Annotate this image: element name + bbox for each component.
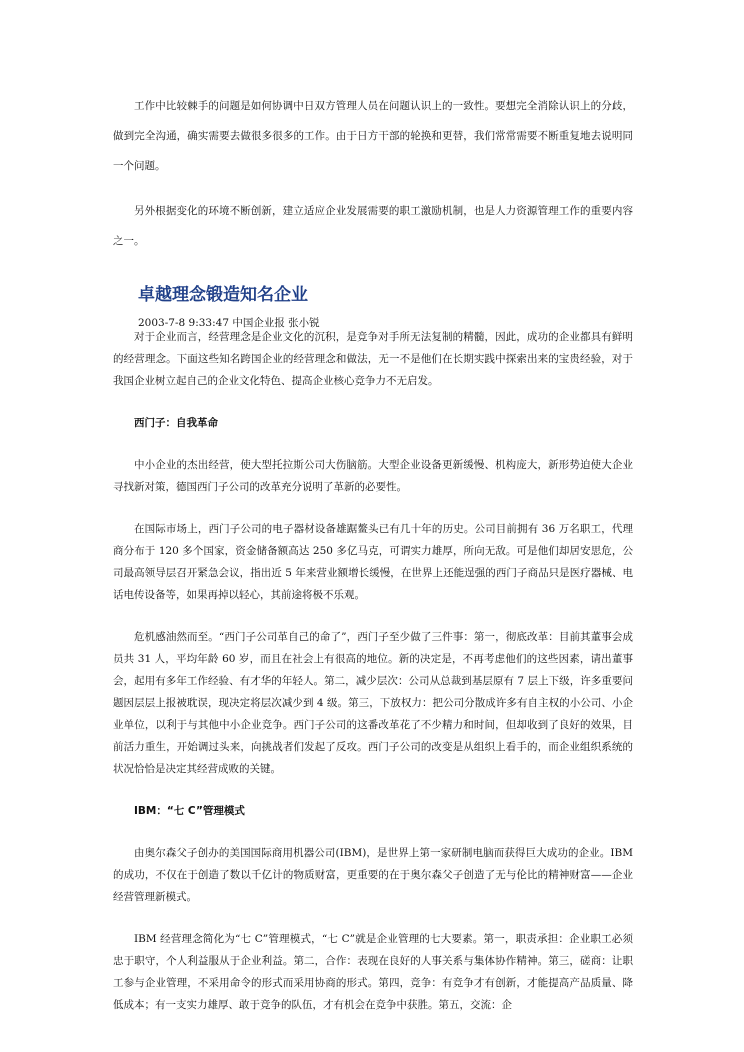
ibm-paragraph-2: IBM 经营理念简化为“七 C”管理模式，“七 C”就是企业管理的七大要素。第一，职责承担：企业职工必须忠于职守，个人利益服从于企业利益。第二，合作：表现在良好的人事关系与集体协作精神。第三，磋商：让职工参与企业管理，不采用命令的形式而采用协商的形式。第四，竞争：有竞争才有创新，才能提高产品质量、降低成本；有一支实力雄厚、敢于竞争的队伍，才有机会在竞争中获胜。第五，交流：企 — [113, 933, 633, 1011]
siemens-paragraph-1: 中小企业的杰出经营，使大型托拉斯公司大伤脑筋。大型企业设备更新缓慢、机构庞大，新形势迫使大企业寻找新对策，德国西门子公司的改革充分说明了革新的必要性。 — [113, 459, 633, 493]
article-body — [113, 326, 633, 1016]
article-title: 卓越理念锻造知名企业 — [138, 285, 308, 305]
siemens-paragraph-3: 危机感油然而至。“西门子公司革自己的命了”，西门子至少做了三件事：第一，彻底改革：目前其董事会成员共 31 人，平均年龄 60 岁，而且在社会上有很高的地位。新的决定是，不再考虑他们的这些因素，请出董事会，起用有多年工作经验、有才华的年轻人。第二，减少层次：公司从总裁到基层原有 7 层上下级，许多重要问题因层层上报被耽误，现决定将层次减少到 4 级。第三，下放权力：把公司分散成许多有自主权的小公司、小企业单位，以利于与其他中小企业竞争。西门子公司的这番改革花了不少精力和时间，但却收到了良好的效果，目前活力重生，开始调过头来，向挑战者们发起了反攻。西门子公司的改变是从组织上看手的，而企业组织系统的状况恰恰是决定其经营成败的关键。 — [113, 631, 633, 775]
section-heading-ibm: IBM：“七 C”管理模式 — [134, 805, 245, 817]
intro-paragraph-1: 工作中比较棘手的问题是如何协调中日双方管理人员在问题认识上的一致性。要想完全消除认识上的分歧，做到完全沟通，确实需要去做很多很多的工作。由于日方干部的轮换和更替，我们常常需要不断重复地去说明同一个问题。 — [113, 100, 633, 172]
ibm-paragraph-1: 由奥尔森父子创办的美国国际商用机器公司(IBM)，是世界上第一家研制电脑而获得巨大成功的企业。IBM 的成功，不仅在于创造了数以千亿计的物质财富，更重要的在于奥尔森父子创造了无与伦比的精神财富——企业经营管理新模式。 — [113, 847, 633, 903]
article-lead: 对于企业而言，经营理念是企业文化的沉积，是竞争对手所无法复制的精髓，因此，成功的企业都具有鲜明的经营理念。下面这些知名跨国企业的经营理念和做法，无一不是他们在长期实践中探索出来的宝贵经验，对于我国企业树立起自己的企业文化特色、提高企业核心竞争力不无启发。 — [113, 331, 633, 387]
article-meta: 2003-7-8 9:33:47 中国企业报 张小锐 — [138, 317, 320, 329]
intro-paragraph-2: 另外根据变化的环境不断创新，建立适应企业发展需要的职工激励机制，也是人力资源管理工作的重要内容之一。 — [113, 205, 633, 247]
siemens-paragraph-2: 在国际市场上，西门子公司的电子器材设备雄踞鳌头已有几十年的历史。公司目前拥有 36 万名职工，代理商分布于 120 多个国家，资金储备额高达 250 多亿马克，可谓实力雄厚，所向无敌。可是他们却居安思危，公司最高领导层召开紧急会议，指出近 5 年来营业额增长缓慢，在世界上还能逞强的西门子商品只是医疗器械、电话电传设备等，如果再掉以轻心，其前途将极不乐观。 — [113, 523, 633, 601]
section-heading-siemens: 西门子：自我革命 — [134, 417, 218, 429]
